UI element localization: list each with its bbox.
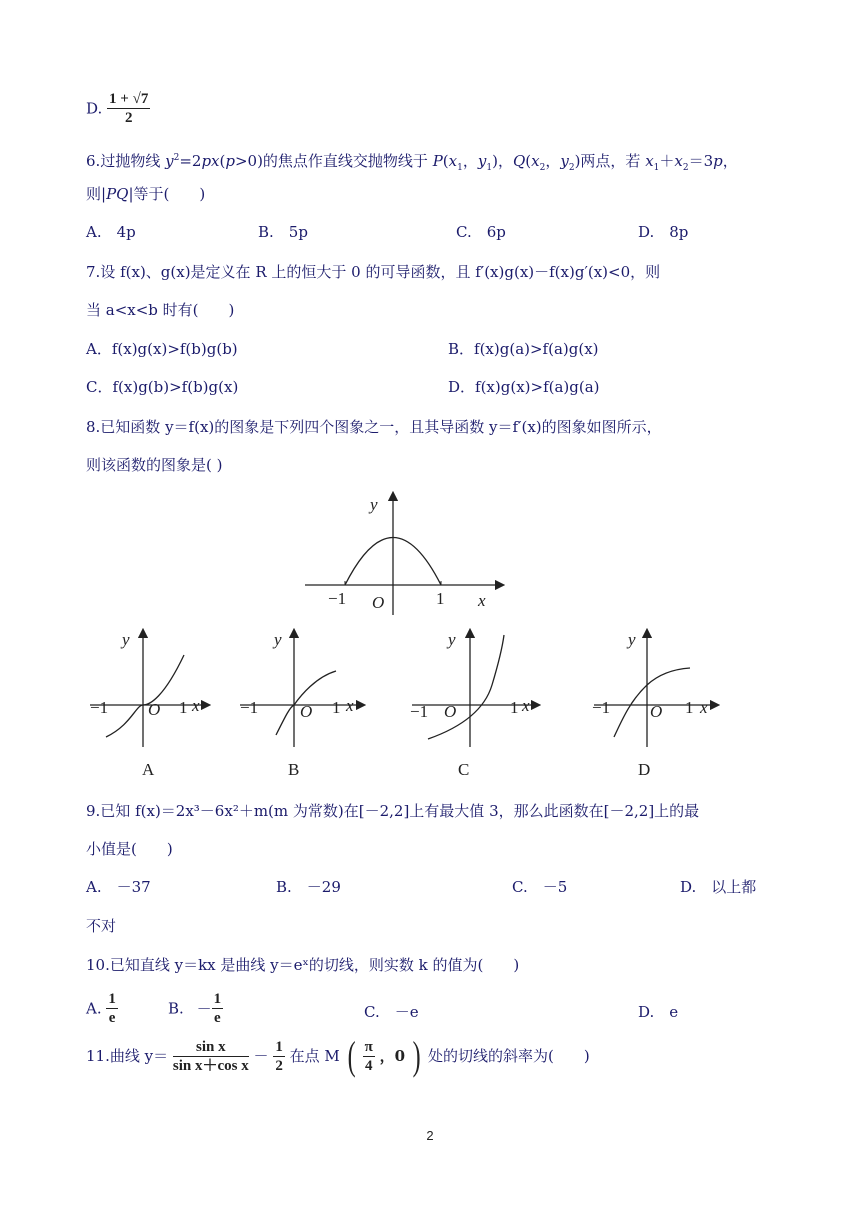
q11-curve-fraction: $\frac{\text{sin x}}{\text{sin x＋cos x}}$	[172, 1038, 249, 1074]
svg-text:y: y	[122, 630, 130, 649]
svg-text:O: O	[148, 700, 161, 719]
svg-text:−1: −1	[240, 698, 259, 717]
q9-option-c: C. －5	[512, 878, 568, 896]
svg-text:x: x	[346, 696, 354, 715]
q9-line1: 9.已知 f(x)＝2x³－6x²＋m(m 为常数)在[－2,2]上有最大值 3，那么此函数在[－2,2]上的最	[86, 802, 700, 820]
q11-line: 11.曲线 y＝ $\frac{\text{sin x}}{\text{sin x＋cos x}}$ － $\frac{1}{2}$ 在点 M ( $\frac{\pi}{4}$ ，0 ) 处的切线的斜率为( )	[86, 1033, 590, 1078]
q9-option-a: A. －37	[86, 878, 151, 896]
svg-text:y: y	[628, 630, 636, 649]
svg-text:−1: −1	[592, 698, 611, 717]
one-label: 1	[436, 589, 445, 608]
q7-option-a: A．f(x)g(x)>f(b)g(b)	[86, 340, 238, 358]
q6-option-a: A. 4p	[86, 223, 136, 241]
q6-option-b: B. 5p	[258, 223, 308, 241]
graph-label-a: A	[142, 760, 155, 779]
q7-option-b: B．f(x)g(a)>f(a)g(x)	[448, 340, 599, 358]
q9-line2: 小值是( )	[86, 840, 173, 858]
svg-text:1: 1	[179, 698, 188, 717]
q7-line1: 7.设 f(x)、g(x)是定义在 R 上的恒大于 0 的可导函数，且 f′(x)g(x)－f(x)g′(x)<0，则	[86, 263, 661, 281]
svg-text:−1: −1	[410, 702, 429, 721]
svg-text:O: O	[444, 702, 457, 721]
neg-one-label: −1	[328, 589, 347, 608]
svg-text:−1: −1	[90, 698, 109, 717]
svg-text:y: y	[448, 630, 456, 649]
y-label: y	[370, 495, 378, 514]
derivative-graph	[300, 490, 510, 620]
q9-line3: 不对	[86, 917, 117, 935]
q10-option-c: C. －e	[364, 1003, 419, 1021]
svg-text:x: x	[700, 698, 708, 717]
q8-line2: 则该函数的图象是( )	[86, 456, 223, 474]
q5-option-d: D. $\frac{1 + √7}{2}$	[86, 91, 149, 126]
graph-label-b: B	[288, 760, 300, 779]
svg-text:1: 1	[510, 698, 519, 717]
svg-text:x: x	[522, 696, 530, 715]
svg-text:y: y	[274, 630, 282, 649]
q10-option-a: A. $\frac{1}{e}$	[86, 991, 116, 1026]
q9-option-d: D. 以上都	[680, 878, 757, 896]
q5-option-d-fraction: $\frac{1 + √7}{2}$	[109, 91, 149, 126]
graph-label-c: C	[458, 760, 470, 779]
graph-label-d: D	[638, 760, 651, 779]
graph-option-b	[236, 625, 376, 785]
x-label: x	[478, 591, 486, 610]
q6-option-d: D. 8p	[638, 223, 689, 241]
q8-line1: 8.已知函数 y＝f(x)的图象是下列四个图象之一，且其导函数 y＝f′(x)的图象如图所示，	[86, 418, 662, 436]
q6-line1: 6.过抛物线 $y^2=2px(p>0)$的焦点作直线交抛物线于 $P(x_1$，$y_1$)，$Q(x_2$，$y_2$)两点，若 $x_1+x_2=3p$，	[86, 152, 738, 173]
q9-option-b: B. －29	[276, 878, 341, 896]
q10-option-d: D. e	[638, 1003, 679, 1021]
q7-option-d: D．f(x)g(x)>f(a)g(a)	[448, 378, 600, 396]
q6-line2: 则|PQ|等于( )	[86, 185, 206, 203]
svg-text:O: O	[300, 702, 313, 721]
graph-option-d	[590, 625, 730, 785]
svg-text:1: 1	[685, 698, 694, 717]
q10-line1: 10.已知直线 y＝kx 是曲线 y＝eˣ的切线，则实数 k 的值为( )	[86, 956, 520, 974]
graph-option-c	[408, 625, 548, 785]
origin-label: O	[372, 593, 385, 612]
q7-option-c: C．f(x)g(b)>f(b)g(x)	[86, 378, 239, 396]
svg-text:1: 1	[332, 698, 341, 717]
q6-option-c: C. 6p	[456, 223, 506, 241]
page-number: 2	[426, 1128, 434, 1143]
svg-text:O: O	[650, 702, 663, 721]
graph-option-a	[86, 625, 216, 785]
q10-option-b: B. － $\frac{1}{e}$	[168, 991, 222, 1026]
q7-line2: 当 a<x<b 时有( )	[86, 301, 235, 319]
svg-text:x: x	[192, 696, 200, 715]
